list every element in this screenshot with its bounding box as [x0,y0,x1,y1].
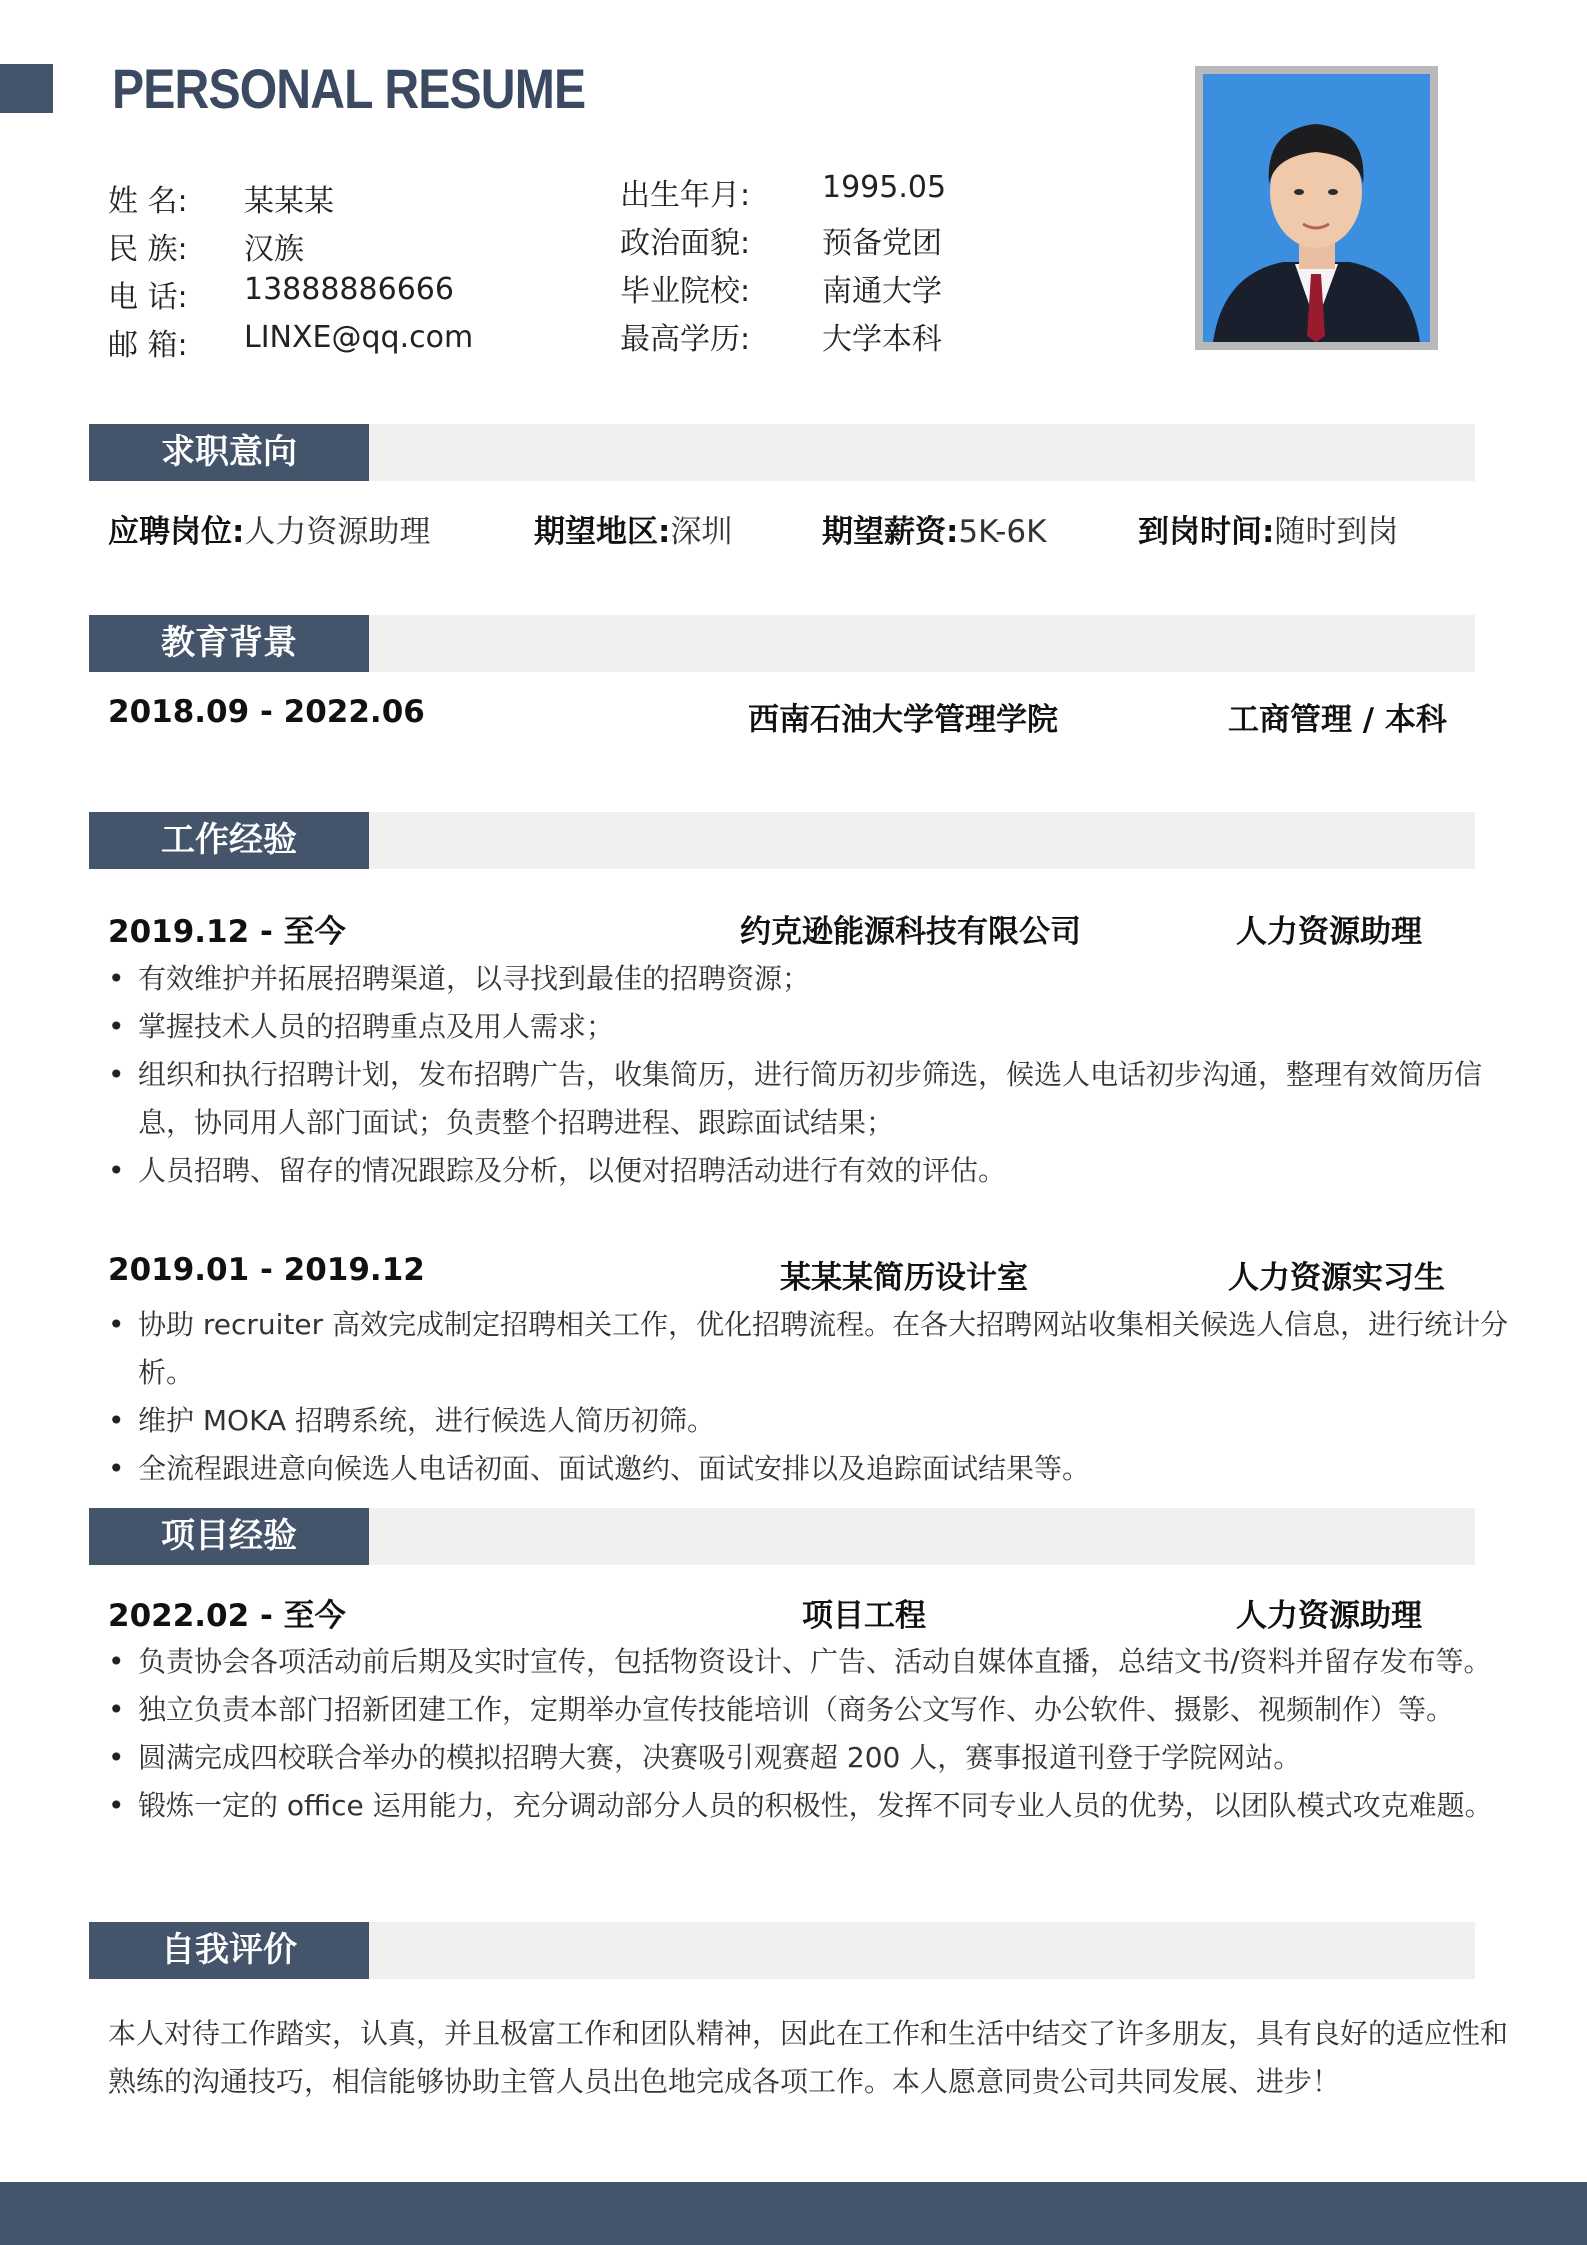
work-2-role: 人力资源实习生 [1228,1260,1445,1296]
project-role: 人力资源助理 [1236,1598,1422,1634]
value-degree: 大学本科 [822,322,942,357]
profile-photo [1195,66,1438,350]
label-school: 毕业院校: [620,274,751,309]
list-item: • 独立负责本部门招新团建工作，定期举办宣传技能培训（商务公文写作、办公软件、摄影、视频制作）等。 [108,1686,1528,1734]
intent-start-label: 到岗时间: [1138,514,1275,550]
list-item: • 掌握技术人员的招聘重点及用人需求； [108,1003,1528,1051]
education-major: 工商管理 / 本科 [1228,702,1447,738]
intent-start [1138,506,1398,551]
section-title-self: 自我评价 [89,1922,369,1979]
education-period: 2018.09 - 2022.06 [108,694,425,730]
intent-salary-value: 5K-6K [958,514,1047,550]
label-name: 姓 名: [108,184,188,219]
list-item: • 维护 MOKA 招聘系统，进行候选人简历初筛。 [108,1397,1528,1445]
work-1-role: 人力资源助理 [1236,914,1422,950]
value-political: 预备党团 [822,226,942,261]
label-phone: 电 话: [108,280,188,315]
list-item: • 有效维护并拓展招聘渠道，以寻找到最佳的招聘资源； [108,955,1528,1003]
work-1-company: 约克逊能源科技有限公司 [740,914,1081,950]
project-duties [108,1638,1528,1830]
list-item: • 负责协会各项活动前后期及实时宣传，包括物资设计、广告、活动自媒体直播，总结文书/资料并留存发布等。 [108,1638,1528,1686]
label-political: 政治面貌: [620,226,751,261]
self-evaluation-text: 本人对待工作踏实，认真，并且极富工作和团队精神，因此在工作和生活中结交了许多朋友，具有良好的适应性和熟练的沟通技巧，相信能够协助主管人员出色地完成各项工作。本人愿意同贵公司共同发展、进步！ [108,2017,1509,2098]
section-title-project: 项目经验 [89,1508,369,1565]
intent-salary-label: 期望薪资: [822,514,959,550]
project-name: 项目工程 [802,1598,926,1634]
section-title-intent: 求职意向 [89,424,369,481]
intent-salary [822,506,1046,551]
portrait-icon [1203,74,1430,342]
education-school: 西南石油大学管理学院 [748,702,1058,738]
work-2-company: 某某某简历设计室 [780,1260,1028,1296]
intent-region-value: 深圳 [670,514,733,550]
list-item: • 全流程跟进意向候选人电话初面、面试邀约、面试安排以及追踪面试结果等。 [108,1445,1528,1493]
label-degree: 最高学历: [620,322,751,357]
intent-region [534,506,732,551]
label-email: 邮 箱: [108,328,188,363]
value-birth: 1995.05 [822,170,947,205]
work-1-duties [108,955,1528,1195]
intent-region-label: 期望地区: [534,514,671,550]
work-2-period: 2019.01 - 2019.12 [108,1252,425,1288]
list-item: • 锻炼一定的 office 运用能力，充分调动部分人员的积极性，发挥不同专业人员的优势，以团队模式攻克难题。 [108,1782,1528,1830]
label-birth: 出生年月: [620,178,751,213]
label-ethnicity: 民 族: [108,232,188,267]
list-item: • 组织和执行招聘计划，发布招聘广告，收集简历，进行简历初步筛选，候选人电话初步沟通，整理有效简历信息，协同用人部门面试；负责整个招聘进程、跟踪面试结果； [108,1051,1528,1147]
list-item: • 协助 recruiter 高效完成制定招聘相关工作，优化招聘流程。在各大招聘网站收集相关候选人信息，进行统计分析。 [108,1301,1528,1397]
value-school: 南通大学 [822,274,942,309]
project-period: 2022.02 - 至今 [108,1598,346,1634]
section-title-education: 教育背景 [89,615,369,672]
work-1-period: 2019.12 - 至今 [108,914,346,950]
work-2-duties [108,1301,1528,1493]
value-phone: 13888886666 [244,272,454,307]
intent-start-value: 随时到岗 [1274,514,1399,550]
value-name: 某某某 [244,184,334,219]
value-ethnicity: 汉族 [244,232,304,267]
footer-bar [0,2182,1587,2245]
intent-position-value: 人力资源助理 [244,514,431,550]
list-item: • 圆满完成四校联合举办的模拟招聘大赛，决赛吸引观赛超 200 人，赛事报道刊登于学院网站。 [108,1734,1528,1782]
list-item: • 人员招聘、留存的情况跟踪及分析，以便对招聘活动进行有效的评估。 [108,1147,1528,1195]
page-title: PERSONAL RESUME [112,57,586,120]
section-title-work: 工作经验 [89,812,369,869]
intent-position-label: 应聘岗位: [108,514,245,550]
intent-position [108,506,430,551]
value-email: LINXE@qq.com [244,320,474,355]
